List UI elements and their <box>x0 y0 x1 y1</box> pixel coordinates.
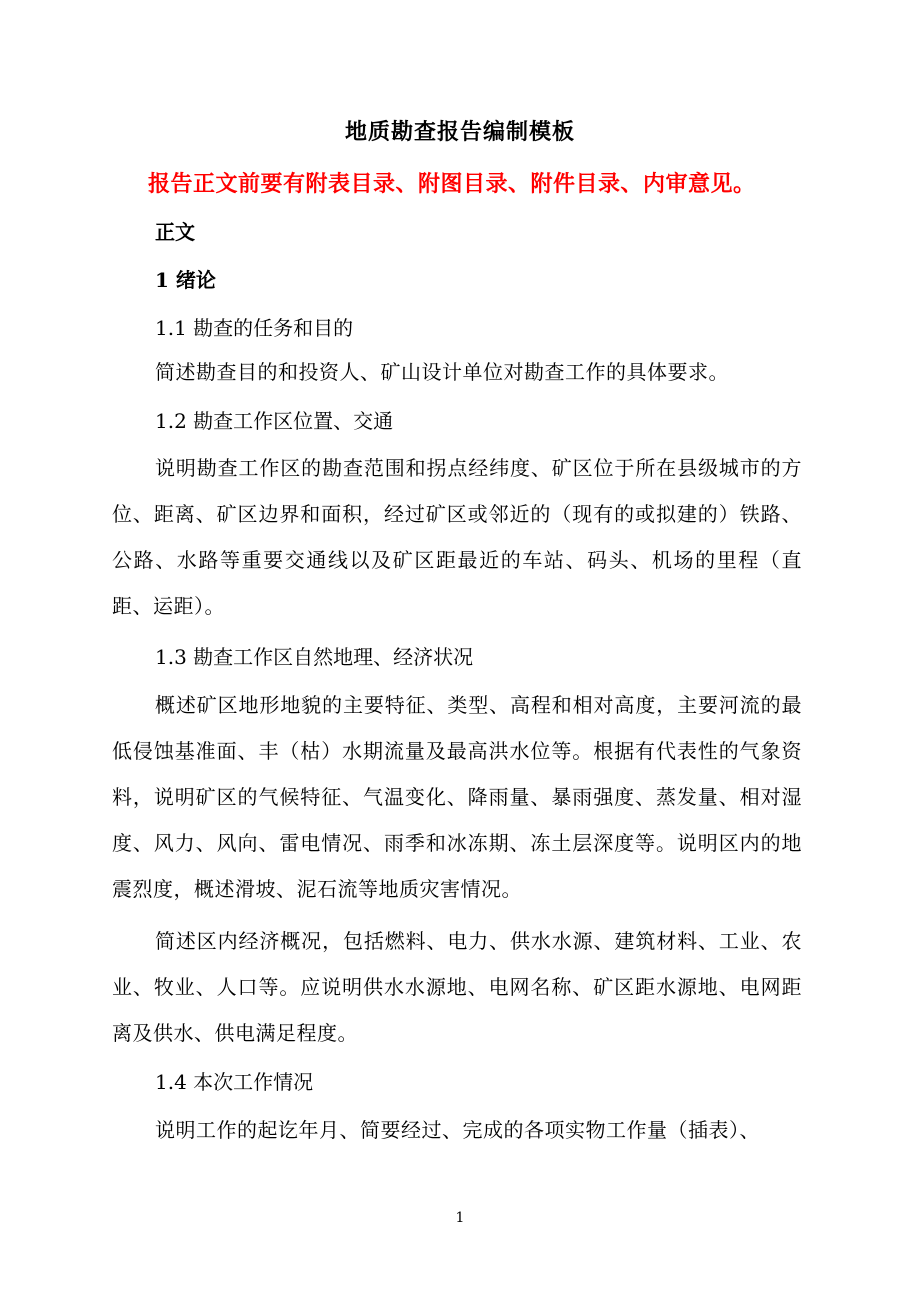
document-title: 地质勘查报告编制模板 <box>344 119 575 145</box>
section-text-1-1: 简述勘查目的和投资人、矿山设计单位对勘查工作的具体要求。 <box>155 360 729 384</box>
section-heading-1-4: 1.4 本次工作情况 <box>155 1070 314 1094</box>
section-text-1-3-b: 简述区内经济概况，包括燃料、电力、供水水源、建筑材料、工业、农业、牧业、人口等。应说明供水水源地、电网名称、矿区距水源地、电网距离及供水、供电满足程度。 <box>112 929 802 1045</box>
section-heading-1-2: 1.2 勘查工作区位置、交通 <box>155 409 394 433</box>
section-text-1-3-a: 概述矿区地形地貌的主要特征、类型、高程和相对高度，主要河流的最低侵蚀基准面、丰（枯）水期流量及最高洪水位等。根据有代表性的气象资料，说明矿区的气候特征、气温变化、降雨量、暴雨强度、蒸发量、相对湿度、风力、风向、雷电情况、雨季和冰冻期、冻土层深度等。说明区内的地震烈度，概述滑坡、泥石流等地质灾害情况。 <box>112 693 802 901</box>
section-text-1-2: 说明勘查工作区的勘查范围和拐点经纬度、矿区位于所在县级城市的方位、距离、矿区边界和面积，经过矿区或邻近的（现有的或拟建的）铁路、公路、水路等重要交通线以及矿区距最近的车站、码头、机场的里程（直距、运距）。 <box>112 456 802 618</box>
section-heading-1-1: 1.1 勘查的任务和目的 <box>155 316 354 340</box>
red-notice: 报告正文前要有附表目录、附图目录、附件目录、内审意见。 <box>148 171 756 197</box>
section-heading-1-3: 1.3 勘查工作区自然地理、经济状况 <box>155 645 474 669</box>
chapter-heading: 1 绪论 <box>155 268 216 292</box>
page-number: 1 <box>455 1210 465 1226</box>
section-text-1-4: 说明工作的起讫年月、简要经过、完成的各项实物工作量（插表）、 <box>155 1118 760 1142</box>
body-label: 正文 <box>155 220 195 244</box>
